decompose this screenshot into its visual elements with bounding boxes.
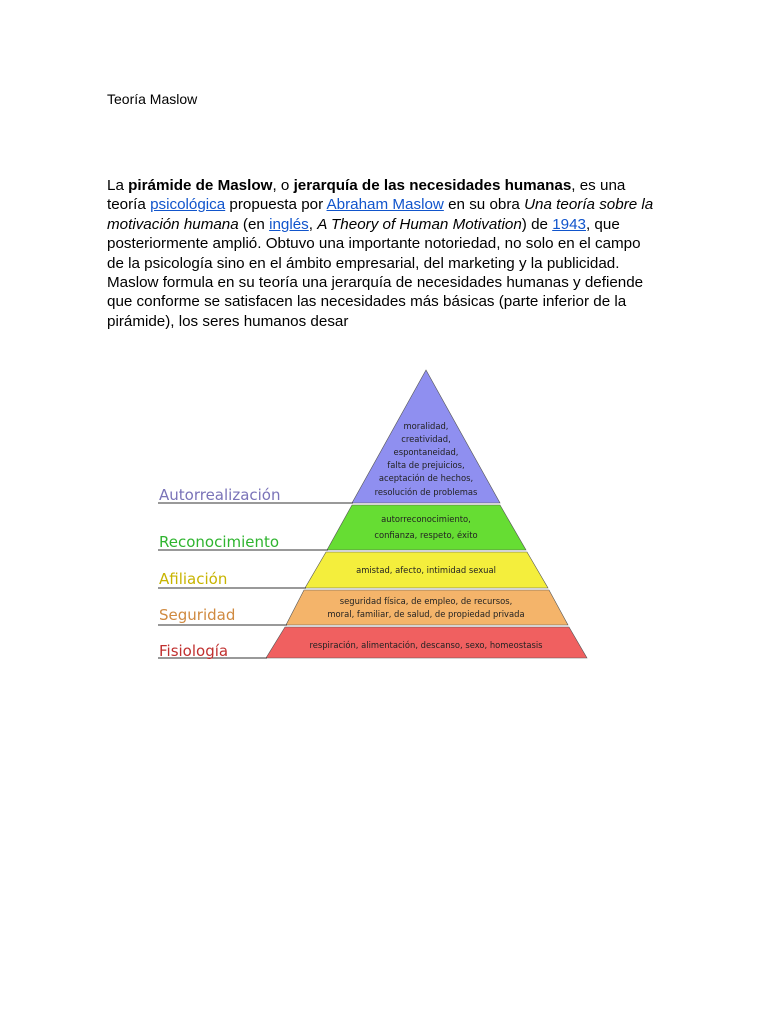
body-paragraph: [107, 176, 659, 331]
italic-title-english: A Theory of Human Motivation: [317, 215, 522, 233]
label-afiliacion: Afiliación: [159, 570, 228, 588]
desc-reconocimiento-2: confianza, respeto, éxito: [374, 530, 478, 540]
desc-afiliacion-1: amistad, afecto, intimidad sexual: [356, 565, 496, 575]
link-1943[interactable]: 1943: [552, 215, 586, 233]
link-ingles[interactable]: inglés: [269, 215, 309, 233]
desc-seguridad-2: moral, familiar, de salud, de propiedad privada: [327, 609, 525, 619]
text-run: propuesta por: [225, 196, 327, 214]
label-reconocimiento: Reconocimiento: [159, 533, 280, 551]
desc-autorrealizacion-5: aceptación de hechos,: [378, 473, 474, 483]
link-psicologica[interactable]: psicológica: [150, 196, 226, 214]
label-seguridad: Seguridad: [159, 606, 236, 624]
text-run: , o: [272, 177, 294, 194]
desc-reconocimiento-1: autorreconocimiento,: [381, 514, 471, 524]
text-run: ) de: [521, 215, 553, 233]
desc-autorrealizacion-4: falta de prejuicios,: [387, 460, 465, 470]
desc-fisiologia-1: respiración, alimentación, descanso, sexo, homeostasis: [309, 640, 543, 650]
desc-seguridad-1: seguridad física, de empleo, de recursos,: [339, 596, 513, 606]
desc-autorrealizacion-2: creatividad,: [401, 434, 451, 444]
bold-term-jerarquia: jerarquía de las necesidades humanas: [293, 177, 572, 194]
document-title: Teoría Maslow: [107, 91, 198, 107]
label-autorrealizacion: Autorrealización: [159, 486, 281, 504]
link-abraham-maslow[interactable]: Abraham Maslow: [326, 196, 444, 214]
desc-autorrealizacion-3: espontaneidad,: [393, 447, 459, 457]
text-run: La: [107, 177, 129, 194]
pyramid-svg: [150, 360, 600, 665]
label-fisiologia: Fisiología: [159, 642, 229, 660]
text-run: en su obra: [443, 196, 525, 214]
pyramid-level-reconocimiento: [327, 505, 526, 550]
italic-title-spanish: Una teoría sobre la motivación humana: [107, 196, 654, 233]
desc-autorrealizacion-1: moralidad,: [403, 421, 449, 431]
text-run: (en: [238, 215, 270, 233]
text-run: , es una teoría: [107, 177, 626, 214]
text-run: ,: [308, 215, 318, 233]
desc-autorrealizacion-6: resolución de problemas: [374, 487, 478, 497]
bold-term-piramide: pirámide de Maslow: [128, 177, 273, 194]
maslow-pyramid-figure: [150, 360, 600, 665]
text-run: , que posteriormente amplió. Obtuvo una importante notoriedad, no solo en el campo de la psicología sino en el ámbito empresarial, del marketing y la publicidad. Maslow formula en su teoría una jerarquía de necesidades humanas y defiende que conforme se satisfacen las necesidades más básicas (parte inferior de la pirámide), los seres humanos desar: [107, 215, 644, 330]
